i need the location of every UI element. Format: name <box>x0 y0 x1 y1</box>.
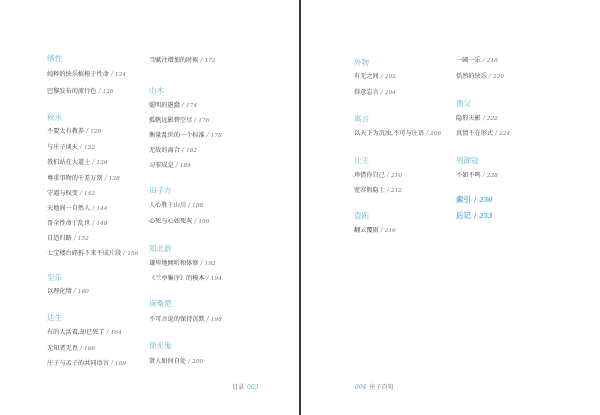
toc-entry[interactable]: 当赋注增加的时候 / 172 <box>149 57 216 64</box>
index-page: 230 <box>478 196 493 204</box>
entry-text: 有无之间 <box>354 73 379 80</box>
toc-entry[interactable]: 衡量乱世的一个标准 / 178 <box>149 132 222 139</box>
toc-entry[interactable]: 无知者无畏 / 166 <box>47 345 96 352</box>
entry-text: 有的人活着,却已死了 <box>47 329 105 336</box>
entry-text: 翻云覆雨 <box>354 227 379 234</box>
entry-page: 190 <box>198 219 210 225</box>
page-number: 004 <box>355 384 367 391</box>
entry-page: 192 <box>204 261 216 267</box>
toc-entry[interactable]: 孤帆远影碧空尽 / 176 <box>149 117 210 124</box>
toc-entry[interactable]: 庄子与孟子的共同语言 / 168 <box>47 360 126 367</box>
entry-page: 174 <box>185 103 198 109</box>
entry-text: 聪明的愚蠢 <box>149 102 180 109</box>
entry-page: 200 <box>192 359 204 365</box>
toc-entry[interactable]: 不可言说的保持沉默 / 198 <box>149 316 222 323</box>
toc-entry[interactable]: 七宝楼台碎拆下来不成片段 / 156 <box>47 250 139 257</box>
entry-page: 168 <box>114 361 126 367</box>
toc-entry[interactable]: 宽容假隐士 / 212 <box>354 187 403 194</box>
index-title: 索引 <box>456 195 471 204</box>
entry-page: 138 <box>108 176 120 182</box>
entry-page: 178 <box>210 133 222 139</box>
section-heading: 知北游 <box>149 244 172 253</box>
section-heading: 列御寇 <box>456 156 479 165</box>
toc-entry[interactable]: 心死与心如死灰 / 190 <box>149 218 210 225</box>
entry-text: 纯粹的快乐植根于性命 <box>47 71 109 78</box>
entry-page: 212 <box>390 188 403 194</box>
entry-text: 谦卑地倾听和体察 <box>149 260 199 267</box>
entry-page: 136 <box>96 160 108 166</box>
entry-page: 172 <box>204 58 216 64</box>
entry-page: 182 <box>185 148 198 154</box>
toc-entry[interactable]: 《兰亭集序》的模本 / 194 <box>149 275 222 282</box>
entry-page: 128 <box>90 129 102 135</box>
toc-entry[interactable]: 哥全性命于乱世 / 148 <box>47 220 108 227</box>
entry-text: 以天下为沉浊,不可与庄语 <box>354 130 425 137</box>
entry-page: 228 <box>486 173 498 179</box>
entry-page: 186 <box>192 203 204 209</box>
entry-text: 恬然的快乐 <box>456 73 487 80</box>
entry-page: 156 <box>127 251 139 257</box>
entry-page: 194 <box>210 276 222 282</box>
entry-page: 198 <box>210 317 222 323</box>
section-heading: 让王 <box>354 156 369 165</box>
entry-page: 218 <box>486 58 498 64</box>
entry-text: 自适归路 <box>47 235 72 242</box>
entry-text: 尊重事物的千差万别 <box>47 175 103 182</box>
section-heading: 外物 <box>354 58 369 67</box>
entry-text: 得意忘言 <box>354 89 379 96</box>
entry-page: 184 <box>179 163 191 169</box>
toc-entry[interactable]: 有无之间 / 202 <box>354 73 396 80</box>
toc-entry[interactable]: 得意忘言 / 204 <box>354 89 396 96</box>
toc-entry[interactable]: 恬然的快乐 / 220 <box>456 73 505 80</box>
section-heading: 达生 <box>47 313 62 322</box>
toc-entry[interactable]: 不要太有教养 / 128 <box>47 128 102 135</box>
entry-page: 142 <box>83 191 96 197</box>
section-heading: 庚桑楚 <box>149 299 172 308</box>
entry-page: 124 <box>114 72 126 78</box>
entry-page: 206 <box>430 131 442 137</box>
entry-page: 126 <box>102 89 114 95</box>
entry-text: 当赋注增加的时候 <box>149 57 199 64</box>
afterword-title: 后记 <box>456 211 471 220</box>
entry-text: 七宝楼台碎拆下来不成片段 <box>47 250 122 257</box>
toc-entry[interactable]: 不如不鸣 / 228 <box>456 172 498 179</box>
entry-text: 无故的离合 <box>149 147 180 154</box>
footer-label: 目录 <box>232 384 245 391</box>
footer-label: 庄子百句 <box>369 384 394 391</box>
section-heading: 缮性 <box>47 54 62 63</box>
toc-entry[interactable]: 习非成是 / 184 <box>149 162 191 169</box>
entry-page: 202 <box>384 74 396 80</box>
entry-text: 贤人如何自处 <box>149 358 187 365</box>
section-heading: 至乐 <box>47 273 62 282</box>
entry-text: 隐形天影 <box>456 115 481 122</box>
entry-page: 220 <box>492 74 505 80</box>
entry-text: 一阔一乐 <box>456 57 481 64</box>
toc-entry[interactable]: 纯粹的快乐植根于性命 / 124 <box>47 71 126 78</box>
entry-text: 不要太有教养 <box>47 128 85 135</box>
entry-text: 与庄子谈天 <box>47 144 78 151</box>
toc-entry[interactable]: 守道与权变 / 142 <box>47 190 96 197</box>
toc-entry[interactable]: 有的人活着,却已死了 / 164 <box>47 329 122 336</box>
entry-text: 珍惜你自己 <box>354 172 385 179</box>
entry-text: 守道与权变 <box>47 190 78 197</box>
entry-text: 人心胜于山川 <box>149 202 187 209</box>
entry-page: 148 <box>96 221 108 227</box>
entry-text: 衡量乱世的一个标准 <box>149 132 205 139</box>
entry-page: 216 <box>384 228 396 234</box>
section-heading: 渔父 <box>456 99 471 108</box>
section-heading: 寓言 <box>354 114 369 123</box>
entry-page: 210 <box>390 173 403 179</box>
toc-entry[interactable]: 隐形天影 / 222 <box>456 115 498 122</box>
entry-page: 164 <box>110 330 122 336</box>
toc-entry[interactable]: 人心胜于山川 / 186 <box>149 202 204 209</box>
entry-page: 152 <box>77 236 89 242</box>
section-heading: 秋水 <box>47 113 62 122</box>
toc-entry[interactable]: 与庄子谈天 / 132 <box>47 144 96 151</box>
entry-text: 哥全性命于乱世 <box>47 220 91 227</box>
page-footer <box>232 382 261 391</box>
toc-entry[interactable]: 珍惜你自己 / 210 <box>354 172 403 179</box>
entry-text: 以理化情 <box>47 288 72 295</box>
entry-text: 庄子与孟子的共同语言 <box>47 360 109 367</box>
toc-entry[interactable]: 真情不在形式 / 224 <box>456 130 511 137</box>
left-page <box>0 0 299 415</box>
toc-entry[interactable]: 我们站在大道上 / 136 <box>47 159 108 166</box>
entry-page: 144 <box>96 206 108 212</box>
entry-page: 166 <box>83 346 96 352</box>
entry-text: 不可言说的保持沉默 <box>149 316 205 323</box>
entry-text: 天地间一自然人 <box>47 205 91 212</box>
entry-text: 宽容假隐士 <box>354 187 385 194</box>
entry-page: 176 <box>198 118 210 124</box>
entry-text: 不如不鸣 <box>456 172 481 179</box>
page-footer <box>352 382 393 391</box>
entry-text: 《兰亭集序》的模本 <box>149 275 205 282</box>
entry-page: 204 <box>384 90 396 96</box>
toc-entry[interactable]: 巴黎发布的流行色 / 126 <box>47 88 114 95</box>
entry-page: 224 <box>499 131 511 137</box>
toc-entry[interactable]: 尊重事物的千差万别 / 138 <box>47 175 120 182</box>
right-page <box>301 0 600 415</box>
toc-entry[interactable]: 自适归路 / 152 <box>47 235 89 242</box>
page-number: 003 <box>247 384 259 391</box>
entry-page: 222 <box>486 116 498 122</box>
section-heading: 盗跖 <box>354 211 369 220</box>
toc-entry[interactable]: 一阔一乐 / 218 <box>456 57 498 64</box>
section-heading: 徐无鬼 <box>149 341 172 350</box>
entry-text: 真情不在形式 <box>456 130 494 137</box>
afterword-link[interactable]: 后记 / 253 <box>456 211 493 220</box>
entry-text: 习非成是 <box>149 162 174 169</box>
toc-entry[interactable]: 以天下为沉浊,不可与庄语 / 206 <box>354 130 442 137</box>
section-heading: 山木 <box>149 86 164 95</box>
entry-page: 160 <box>77 289 89 295</box>
section-heading: 田子方 <box>149 186 172 195</box>
entry-page: 132 <box>83 145 96 151</box>
entry-text: 巴黎发布的流行色 <box>47 88 97 95</box>
toc-entry[interactable]: 天地间一自然人 / 144 <box>47 205 108 212</box>
toc-entry[interactable]: 谦卑地倾听和体察 / 192 <box>149 260 216 267</box>
toc-entry[interactable]: 贤人如何自处 / 200 <box>149 358 204 365</box>
entry-text: 我们站在大道上 <box>47 159 91 166</box>
entry-text: 孤帆远影碧空尽 <box>149 117 193 124</box>
toc-entry[interactable]: 聪明的愚蠢 / 174 <box>149 102 198 109</box>
afterword-page: 253 <box>478 212 493 220</box>
toc-entry[interactable]: 无故的离合 / 182 <box>149 147 198 154</box>
toc-entry[interactable]: 翻云覆雨 / 216 <box>354 227 396 234</box>
entry-text: 心死与心如死灰 <box>149 218 193 225</box>
index-link[interactable]: 索引 / 230 <box>456 195 493 204</box>
toc-entry[interactable]: 以理化情 / 160 <box>47 288 89 295</box>
entry-text: 无知者无畏 <box>47 345 78 352</box>
